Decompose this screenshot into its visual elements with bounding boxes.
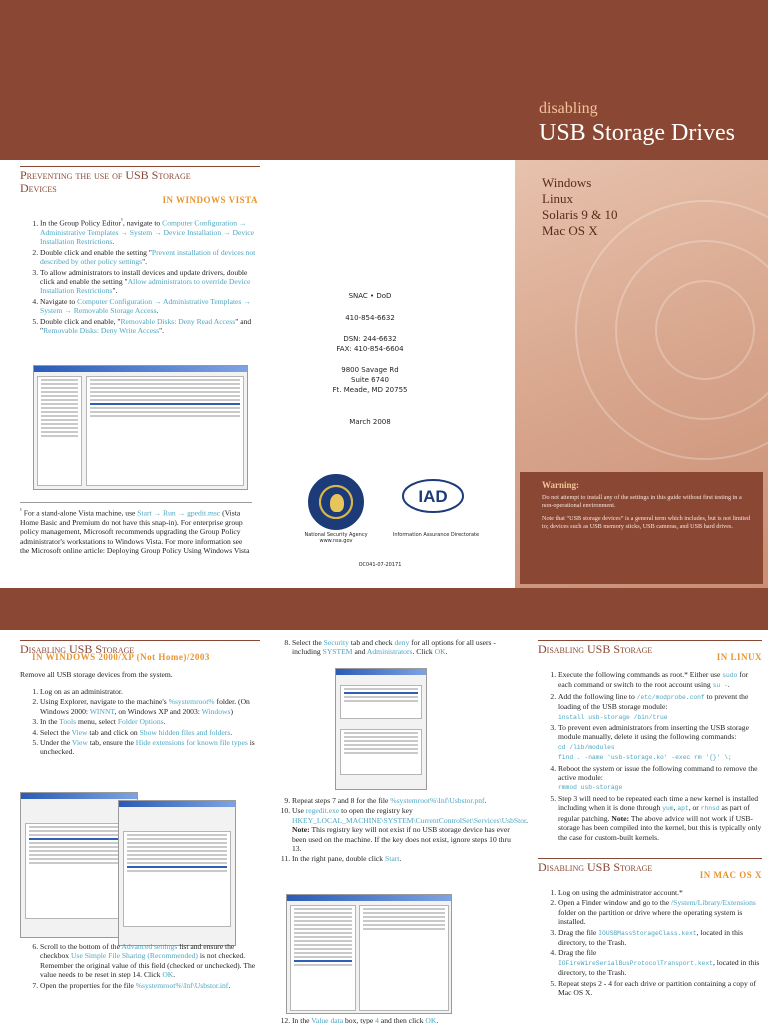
warning-title: Warning: bbox=[542, 480, 580, 490]
nsa-name: National Security Agency www.nsa.gov bbox=[304, 532, 368, 544]
xp-intro: Remove all USB storage devices from the system. bbox=[20, 670, 173, 679]
mac-subtitle: IN MAC OS X bbox=[699, 870, 762, 880]
list-item: 8. Select the Security tab and check deny for all options for all users - including SYSTEM and Administrators. Click OK. bbox=[292, 638, 512, 657]
xp-steps-e bbox=[272, 1016, 512, 1024]
contact-dsn: DSN: 244-6632 bbox=[343, 335, 397, 343]
cover-title: USB Storage Drives bbox=[539, 120, 735, 146]
vista-steps bbox=[20, 216, 258, 336]
list-item: 4. Navigate to Computer Configuration → Administrative Templates → System → Removable Storage Access. bbox=[40, 297, 258, 316]
folder-options-screenshot-2 bbox=[118, 800, 236, 946]
list-item: 3. In the Tools menu, select Folder Options. bbox=[40, 717, 260, 726]
document-id: OC041-07-20171 bbox=[358, 562, 402, 568]
list-item: 9. Repeat steps 7 and 8 for the file %systemroot%\Inf\Usbstor.pnf. bbox=[292, 796, 512, 805]
iad-logo bbox=[400, 476, 466, 516]
contact-phone: 410-854-6632 bbox=[345, 314, 395, 322]
cover-subtitle: disabling bbox=[539, 100, 598, 117]
security-tab-screenshot bbox=[335, 668, 427, 790]
list-item: 1. Log on using the administrator account.* bbox=[558, 888, 762, 897]
list-item: 4. Drag the file IOFireWireSerialBusProtocolTransport.kext, located in this directory, to the Trash. bbox=[558, 948, 762, 977]
os-item: Mac OS X bbox=[542, 223, 598, 238]
warning-text-2: Note that “USB storage devices” is a general term which includes, but is not limited to; devices such as USB memory sticks, USB cameras, and USB hard drives. bbox=[542, 515, 751, 530]
linux-subtitle: IN LINUX bbox=[716, 652, 762, 662]
divider-band bbox=[0, 588, 768, 630]
list-item: 5. Repeat steps 2 - 4 for each drive or partition containing a copy of Mac OS X. bbox=[558, 979, 762, 998]
list-item: 11. In the right pane, double click Start. bbox=[292, 854, 512, 863]
os-list bbox=[542, 175, 617, 239]
contact-fax: FAX: 410-854-6604 bbox=[336, 345, 404, 353]
contact-address-1: 9800 Savage Rd bbox=[341, 366, 399, 374]
registry-editor-screenshot bbox=[286, 894, 452, 1014]
group-policy-screenshot bbox=[33, 365, 248, 490]
contact-address-3: Ft. Meade, MD 20755 bbox=[332, 386, 408, 394]
iad-name: Information Assurance Directorate bbox=[392, 532, 480, 538]
xp-steps-d bbox=[272, 796, 529, 865]
list-item: 7. Open the properties for the file %systemroot%\Inf\Usbstor.inf. bbox=[40, 981, 260, 990]
vista-title: Preventing the use of USB Storage Devices bbox=[20, 166, 260, 195]
xp-steps-a bbox=[20, 687, 260, 758]
publication-date: March 2008 bbox=[349, 418, 391, 426]
contact-org: SNAC • DoD bbox=[348, 292, 392, 300]
mac-title: Disabling USB Storage bbox=[538, 858, 762, 874]
os-item: Linux bbox=[542, 191, 574, 206]
list-item: 5. Step 3 will need to be repeated each time a new kernel is installed including when it is done through yum, apt, or rhnsd as part of regular patching. Note: The above advice will not work if USB-storage has been compiled into the kernel, but this is typically only the case for custom-built kernels. bbox=[558, 794, 762, 842]
list-item: 1. In the Group Policy Editor$^{^1}$, navigate to Computer Configuration → Administrative Templates → System → Device Installation → Device Installation Restrictions. bbox=[40, 216, 258, 247]
list-item: 2. Using Explorer, navigate to the machine's %systemroot% folder. (On Windows 2000: WINNT, on Windows XP and 2003: Windows) bbox=[40, 697, 260, 716]
vista-subtitle: IN WINDOWS VISTA bbox=[162, 195, 258, 205]
mac-steps bbox=[538, 888, 762, 998]
list-item: 1. Execute the following commands as root.* Either use sudo for each command or switch to the root account using su -. bbox=[558, 670, 762, 691]
linux-steps bbox=[538, 670, 762, 843]
list-item: 3. To prevent even administrators from inserting the USB storage module manually, delete it using the following commands: cd /lib/modules find . -name 'usb-storage.ko' -exec rm '{}' \; bbox=[558, 723, 762, 763]
warning-box bbox=[520, 472, 763, 584]
list-item: 2. Double click and enable the setting "Prevent installation of devices not described by other policy settings". bbox=[40, 248, 258, 267]
warning-text-1: Do not attempt to install any of the settings in this guide without first testing in a non-operational environment. bbox=[542, 494, 742, 509]
list-item: 4. Reboot the system or issue the following command to remove the active module: rmmod usb-storage bbox=[558, 764, 762, 793]
nsa-seal-logo bbox=[308, 474, 364, 530]
list-item: 2. Add the following line to /etc/modprobe.conf to prevent the loading of the USB storage module: install usb-storage /bin/true bbox=[558, 692, 762, 722]
xp-steps-b bbox=[20, 942, 260, 991]
list-item: 2. Open a Finder window and go to the /System/Library/Extensions folder on the partition or drive where the operating system is installed. bbox=[558, 898, 762, 926]
list-item: 5. Double click and enable, "Removable Disks: Deny Read Access" and "Removable Disks: Deny Write Access". bbox=[40, 317, 258, 336]
list-item: 4. Select the View tab and click on Show hidden files and folders. bbox=[40, 728, 260, 737]
list-item: 5. Under the View tab, ensure the Hide extensions for known file types is unchecked. bbox=[40, 738, 260, 757]
list-item: 10. Use regedit.exe to open the registry key HKEY_LOCAL_MACHINE\SYSTEM\CurrentControlSet\Services\UsbStor. Note: This registry key will not exist if no USB storage device has ever been used on the machine. If the key does not exist, ignore steps 10 thru 13. bbox=[292, 806, 512, 853]
linux-title: Disabling USB Storage bbox=[538, 640, 762, 656]
contact-address-2: Suite 6740 bbox=[351, 376, 389, 384]
iad-logo-text: IAD bbox=[418, 487, 448, 506]
list-item: 3. Drag the file IOUSBMassStorageClass.kext, located in this directory, to the Trash. bbox=[558, 928, 762, 948]
xp-steps-c bbox=[272, 638, 512, 658]
vista-footnote: $^{^1}$ For a stand-alone Vista machine, use Start → Run → gpedit.msc (Vista Home Basic and Premium do not have this snap-in). For enterprise group policy management, Microsoft recommends upgrading the Group Policy administrator's workstations to Windows Vista. For more information see the Microsoft online article: Deploying Group Policy Using Windows Vista bbox=[20, 502, 252, 556]
list-item: 3. To allow administrators to install devices and update drivers, double click and enable the setting "Allow administrators to override Device Installation Restrictions". bbox=[40, 268, 258, 296]
os-item: Windows bbox=[542, 175, 592, 190]
list-item: 1. Log on as an administrator. bbox=[40, 687, 260, 696]
os-item: Solaris 9 & 10 bbox=[542, 207, 618, 222]
xp-subtitle: IN WINDOWS 2000/XP (Not Home)/2003 bbox=[32, 652, 210, 662]
list-item: 6. Scroll to the bottom of the Advanced settings list and ensure the checkbox Use Simple File Sharing (Recommended) is not checked. Remember the original value of this field (checked or unchecked). The value needs to be reset in step 14. Click OK. bbox=[40, 942, 260, 980]
list-item: 12. In the Value data box, type 4 and then click OK. bbox=[292, 1016, 512, 1024]
xp-title: Disabling USB Storage bbox=[20, 640, 260, 656]
